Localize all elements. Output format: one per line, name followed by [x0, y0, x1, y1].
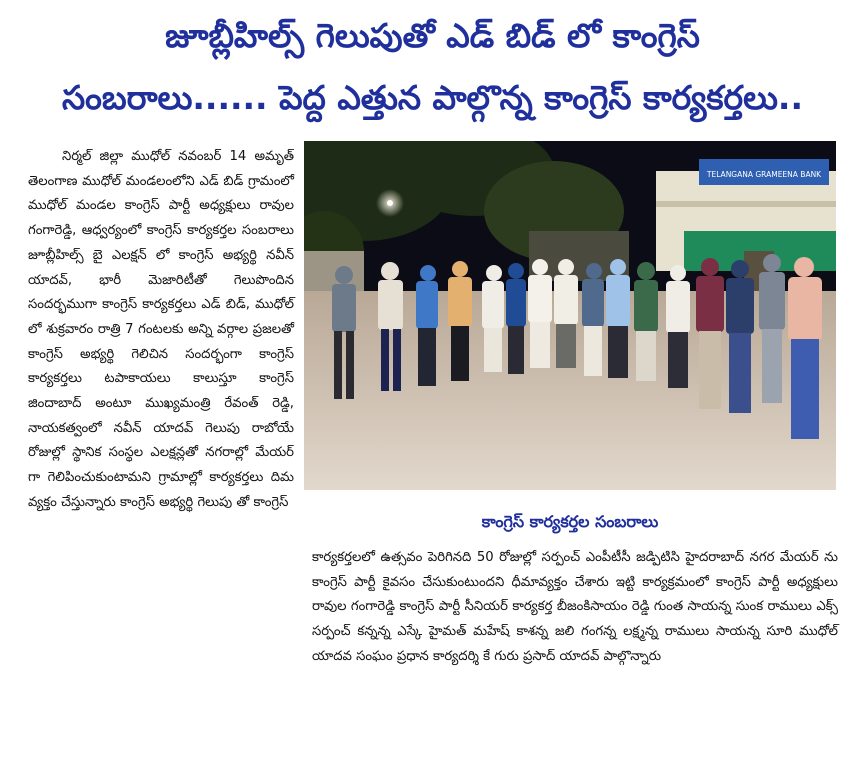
headline-line-2: సంబరాలు...... పెద్ద ఎత్తున పాల్గొన్న కాంగ్రెస్ కార్యకర్తలు..	[61, 78, 803, 117]
article-right-column	[312, 546, 838, 670]
article-left-text: నిర్మల్ జిల్లా ముధోల్ నవంబర్ 14 అమృత్ తెలంగాణ ముధోల్ మండలంలోని ఎడ్ బిడ్ గ్రామంలో ముధోల్ మండల కాంగ్రెస్ పార్టీ అధ్యక్షులు రావుల గంగారెడ్డి, ఆధ్వర్యంలో కాంగ్రెస్ కార్యకర్తల సంబరాలు జూబ్లీహిల్స్ బై ఎలక్షన్ లో కాంగ్రెస్ అభ్యర్థి నవీన్ యాదవ్, భారీ మెజారిటీతో గెలుపొందిన సందర్భముగా కాంగ్రెస్ కార్యకర్తలు ఎడ్ బిడ్, ముధోల్ లో శుక్రవారం రాత్రి 7 గంటలకు అన్ని వర్గాల ప్రజలతో కాంగ్రెస్ అభ్యర్థి గెలిచిన సందర్భంగా కాంగ్రెస్ కార్యకర్తలు టపాకాయలు కాలుస్తూ కాంగ్రెస్ జిందాబాద్ అంటూ ముఖ్యమంత్రి రేవంత్ రెడ్డి, నాయకత్వంలో నవీన్ యాదవ్ గెలుపు రాబోయే రోజుల్లో స్థానిక సంస్థల ఎలక్షన్లతో నగరాల్లో మేయర్ గా గెలిపించుకుంటామని గ్రామాల్లో కార్యకర్తలు దిమ వ్యక్తం చేస్తున్నారు కాంగ్రెస్ అభ్యర్థి గెలుపు తో కాంగ్రెస్	[28, 149, 294, 510]
article-right-text: కార్యకర్తలలో ఉత్సవం పెరిగినది 50 రోజుల్లో సర్పంచ్ ఎంపీటీసీ జడ్పిటిసి హైదరాబాద్ నగర మేయర్ ను కాంగ్రెస్ పార్టీ కైవసం చేసుకుంటుందని ధీమావ్యక్తం చేశారు ఇట్టి కార్యక్రమంలో కాంగ్రెస్ పార్టీ అధ్యక్షులు రావుల గంగారెడ్డి కాంగ్రెస్ పార్టీ సీనియర్ కార్యకర్త బీజంకిసాయం రెడ్డి గుంత సాయన్న సుంక రాములు ఎక్స్ సర్పంచ్ కన్నన్న ఎస్కే హైమత్ మహేష్ కాశన్న జలి గంగన్న లక్ష్మన్న రాములు సాయన్న సూరి ముధోల్ యాదవ సంఘం ప్రధాన కార్యదర్శి కే గురు ప్రసాద్ యాదవ్ పాల్గొన్నారు	[312, 550, 838, 664]
building-sign: TELANGANA GRAMEENA BANK	[706, 170, 822, 179]
celebration-photo	[304, 141, 836, 490]
headline-line-1: జూబ్లీహిల్స్ గెలుపుతో ఎడ్ బిడ్ లో కాంగ్రెస్	[165, 16, 700, 55]
article-left-column	[28, 145, 294, 516]
photo-caption: కాంగ్రెస్ కార్యకర్తల సంబరాలు	[481, 512, 659, 531]
